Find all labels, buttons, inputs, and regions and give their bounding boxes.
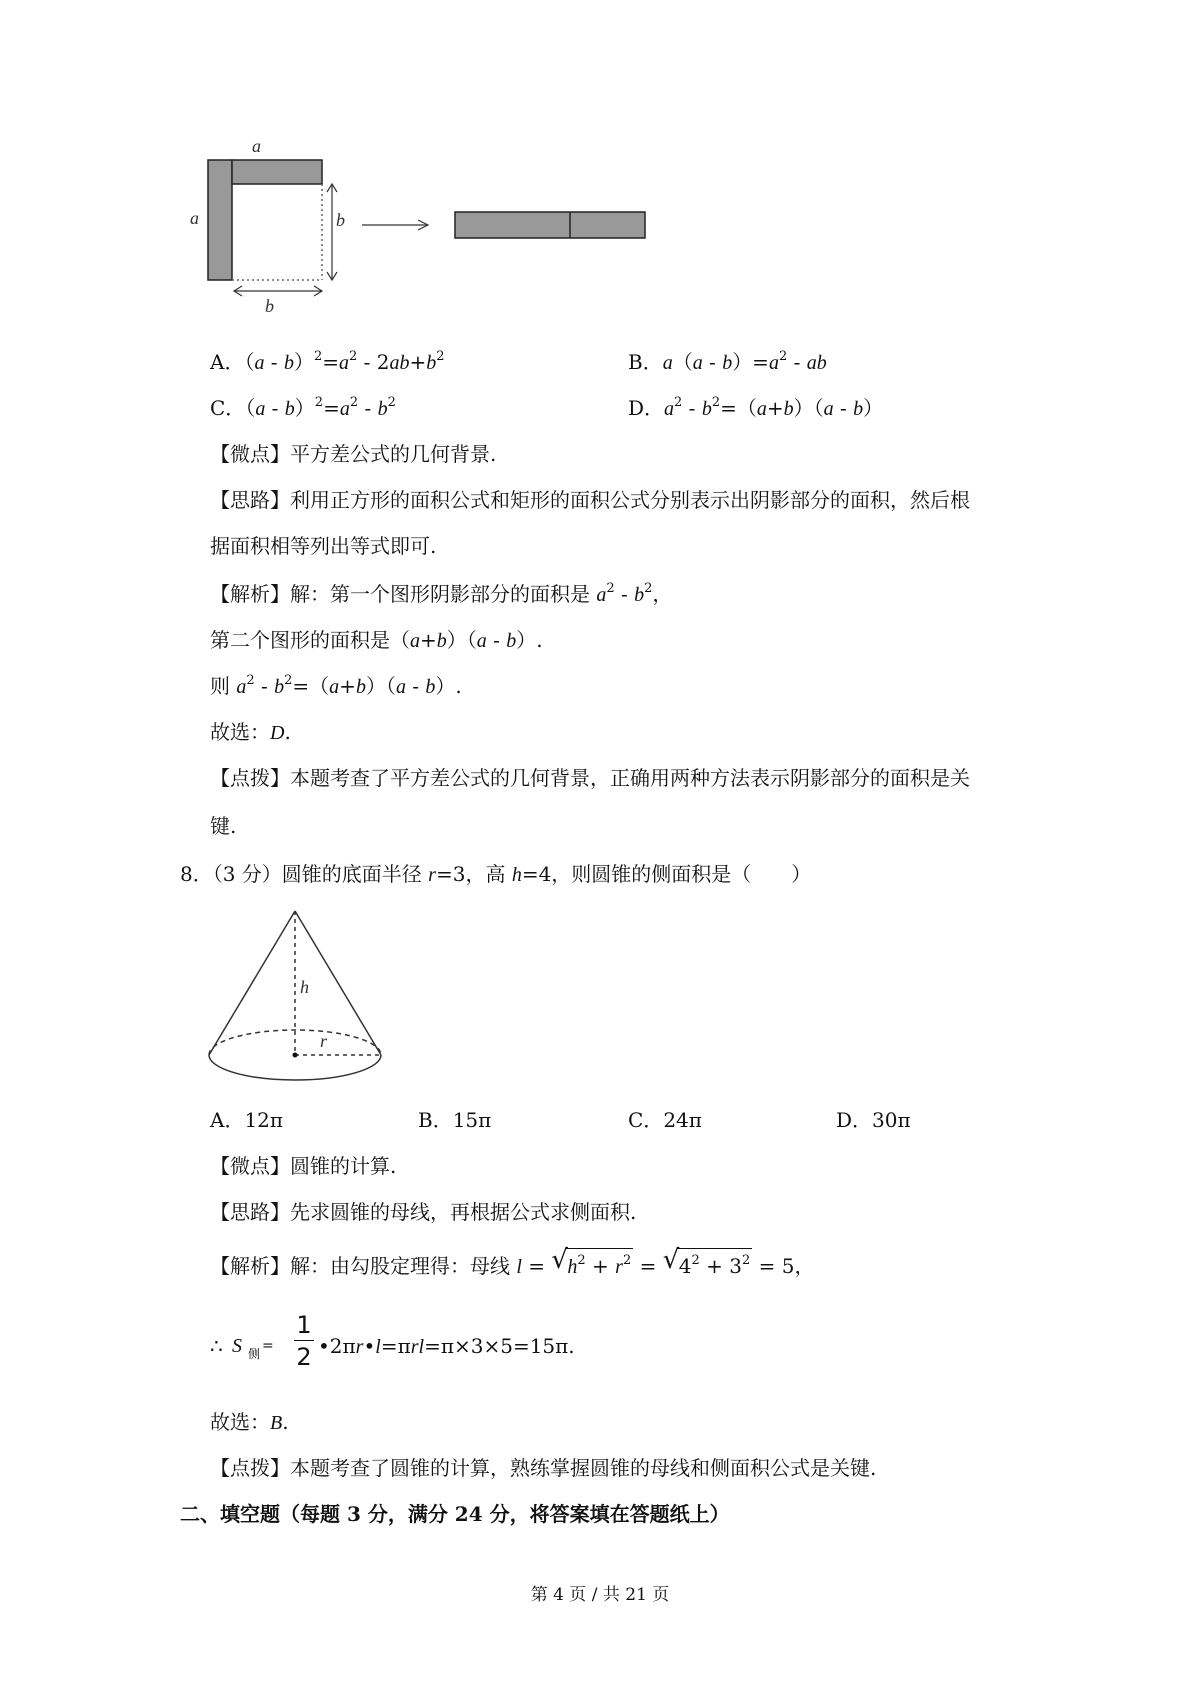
q7-jiexi-line2: 第二个图形的面积是（a+b）（a - b）. <box>210 628 543 652</box>
q8-stem: 8．（3 分）圆锥的底面半径 r=3，高 h=4，则圆锥的侧面积是（ ） <box>180 862 812 886</box>
square-difference-figure <box>190 136 720 330</box>
q7-option-a: A．$(a - b)^2=a^2 - 2ab+b^2$ <box>210 349 445 374</box>
left-shaded-strip <box>208 160 232 280</box>
label-b-right: b <box>336 210 345 230</box>
q8-dianbo: 【点拨】本题考查了圆锥的计算，熟练掌握圆锥的母线和侧面积公式是关键. <box>210 1456 877 1480</box>
label-r: r <box>320 1031 328 1051</box>
q7-silu-line1: 【思路】利用正方形的面积公式和矩形的面积公式分别表示出阴影部分的面积，然后根 <box>210 488 970 512</box>
page-footer: 第 4 页 / 共 21 页 <box>530 1585 670 1605</box>
sqrt-expression-1: √ $h^2 + r^2$ <box>565 1248 633 1284</box>
sqrt-expression-2: √ $4^2 + 3^2$ <box>677 1248 753 1283</box>
q8-silu: 【思路】先求圆锥的母线，再根据公式求侧面积. <box>210 1200 637 1224</box>
top-shaded-strip <box>232 160 322 184</box>
cone-figure <box>205 905 395 1085</box>
q7-dianbo-line1: 【点拨】本题考查了平方差公式的几何背景，正确用两种方法表示阴影部分的面积是关 <box>210 766 970 790</box>
q7-silu-line2: 据面积相等列出等式即可. <box>210 534 437 558</box>
q8-jiexi-line1: 【解析】解：由勾股定理得：母线 l = √ $h^2 + r^2$ = √ $4^2 + 3^2 = 5$， <box>210 1248 814 1284</box>
q8-option-a: A．12π <box>210 1108 284 1132</box>
q7-answer: 故选：D. <box>210 720 291 744</box>
label-b-bottom: b <box>265 296 274 316</box>
q7-jiexi-line3: 则 $a^2 - b^2=(a+b)(a - b)$. <box>210 673 462 698</box>
q7-option-d: D．$a^2 - b^2=(a+b)(a - b)$ <box>628 395 884 420</box>
q8-weidian: 【微点】圆锥的计算. <box>210 1154 397 1178</box>
q8-option-d: D．30π <box>836 1108 911 1132</box>
label-a-left: a <box>190 208 199 228</box>
q8-option-b: B．15π <box>418 1108 492 1132</box>
q7-option-c: C．$(a - b)^2=a^2 - b^2$ <box>210 395 396 420</box>
q7-weidian: 【微点】平方差公式的几何背景. <box>210 442 497 466</box>
label-h: h <box>300 977 309 997</box>
fraction: 1 2 <box>292 1310 316 1373</box>
q7-jiexi-line1: 【解析】解：第一个图形阴影部分的面积是 $a^2 - b^2$， <box>210 581 673 606</box>
label-a-top: a <box>252 136 261 156</box>
result-rectangle <box>455 212 645 238</box>
q7-option-b: B．$a(a - b)=a^2$ - ab <box>628 349 827 374</box>
q8-answer: 故选：B. <box>210 1410 289 1434</box>
q7-dianbo-line2: 键. <box>210 814 237 838</box>
q8-option-c: C．24π <box>628 1108 702 1132</box>
section-2-title: 二、填空题（每题 3 分，满分 24 分，将答案填在答题纸上） <box>180 1502 730 1526</box>
document-page: a a b b A．$(a - b)^2=a^2 - 2ab+b^2$ B．$a(a - b)=a^2$ - ab C．$(a - b)^2=a^2 - b^2$ D．$a^2 - b^2=(a+b)(a - b)$ 【微点】平方差公式的几何背景. 【思路】利用正方形的面积公式和矩形的面积公式分别表示出阴影部分的面积，然后根 据面积相等列出等式即可. 【解析】解：第一个图形阴影部分的面积是 $a^2 - b^2$， 第二个图形的面积是（a+b）（a - b）. 则 $a^2 - b^2=(a+b)(a - b)$. 故选：D. 【点拨】本题考查了平方差公式的几何背景，正确用两种方法表示阴影部分的面积是关 键. 8．（3 分）圆锥的底面半径 r=3，高 h=4，则圆锥的侧面积是（ ） h r A．12π B．15π C．24π D．30π 【微点】圆锥的计算. 【思路】先求圆锥的母线，再根据公式求侧面积. 【解析】解：由勾股定理得：母线 l = √ $h^2 + r^2$ = √ $4^2 + 3^2 = 5$， ∴ S 侧 = 1 2 •2πr•l=πrl=π×3×5=15π. 故选：B. 【点拨】本题考查了圆锥的计算，熟练掌握圆锥的母线和侧面积公式是关键. 二、填空题（每题 3 分，满分 24 分，将答案填在答题纸上） 第 4 页 / 共 21 页 <box>0 0 1200 1698</box>
